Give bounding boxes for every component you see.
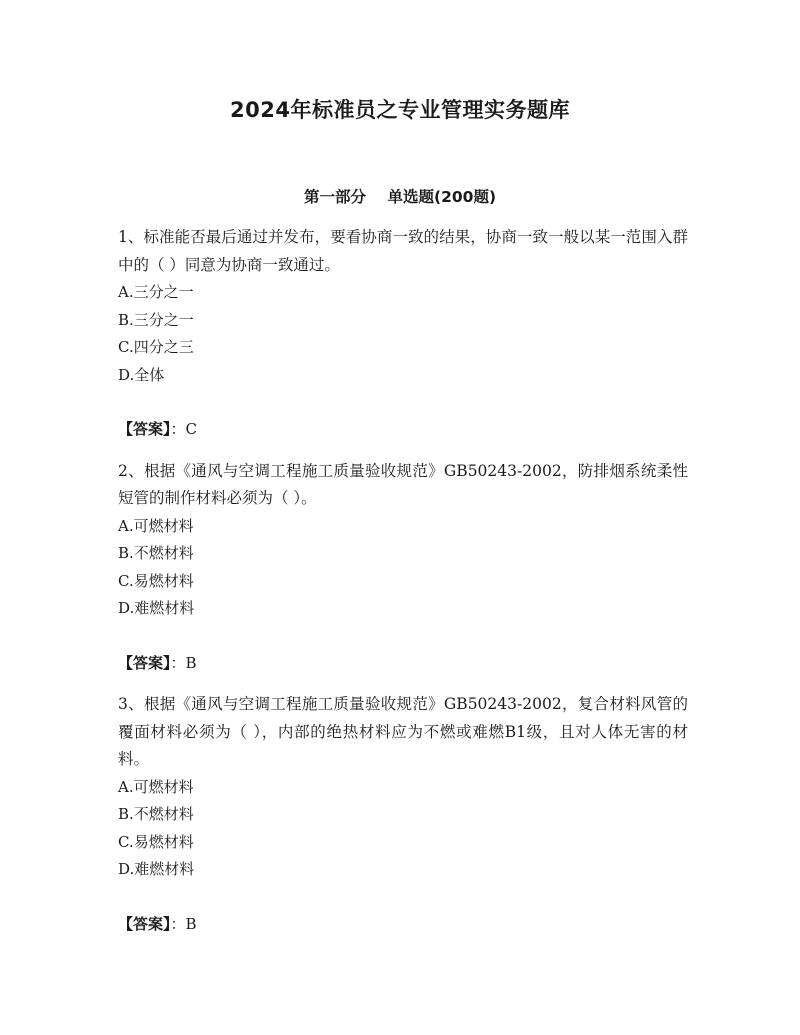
- option-a: A.可燃材料: [118, 516, 194, 535]
- option-a: A.可燃材料: [118, 777, 194, 796]
- option-d: D.难燃材料: [118, 860, 195, 878]
- section-title: 第一部分 单选题(200题): [303, 188, 497, 206]
- option-c: C.四分之三: [118, 338, 194, 356]
- question-list: [118, 224, 688, 952]
- answer-value: ：B: [170, 653, 197, 672]
- answer-line: [118, 911, 688, 939]
- option-b: B.不燃材料: [118, 544, 194, 562]
- answer-value: ：C: [170, 420, 197, 438]
- answer-label: 【答案】: [118, 914, 171, 933]
- question-1: [118, 224, 688, 444]
- option-d: D.难燃材料: [118, 599, 195, 617]
- option-d: D.全体: [118, 365, 165, 384]
- question-3: [118, 691, 688, 938]
- answer-line: [118, 416, 688, 444]
- answer-line: [118, 650, 688, 678]
- option-b: B.不燃材料: [118, 805, 194, 823]
- option-c: C.易燃材料: [118, 571, 194, 590]
- option-c: C.易燃材料: [118, 832, 194, 851]
- question-text: 2、根据《通风与空调工程施工质量验收规范》GB50243-2002，防排烟系统柔性短管的制作材料必须为（ ）。: [118, 461, 688, 507]
- question-text: 3、根据《通风与空调工程施工质量验收规范》GB50243-2002，复合材料风管的覆面材料必须为（ ），内部的绝热材料应为不燃或难燃B1级，且对人体无害的材料。: [118, 695, 688, 768]
- question-text: 1、标准能否最后通过并发布，要看协商一致的结果，协商一致一般以某一范围入群中的（ ）同意为协商一致通过。: [118, 228, 688, 274]
- answer-value: ：B: [170, 914, 197, 933]
- answer-label: 【答案】: [118, 653, 171, 672]
- option-a: A.三分之一: [118, 283, 194, 301]
- document-title: 2024年标准员之专业管理实务题库: [230, 98, 570, 122]
- answer-label: 【答案】: [118, 420, 171, 438]
- option-b: B.三分之一: [118, 310, 194, 329]
- question-2: [118, 458, 688, 678]
